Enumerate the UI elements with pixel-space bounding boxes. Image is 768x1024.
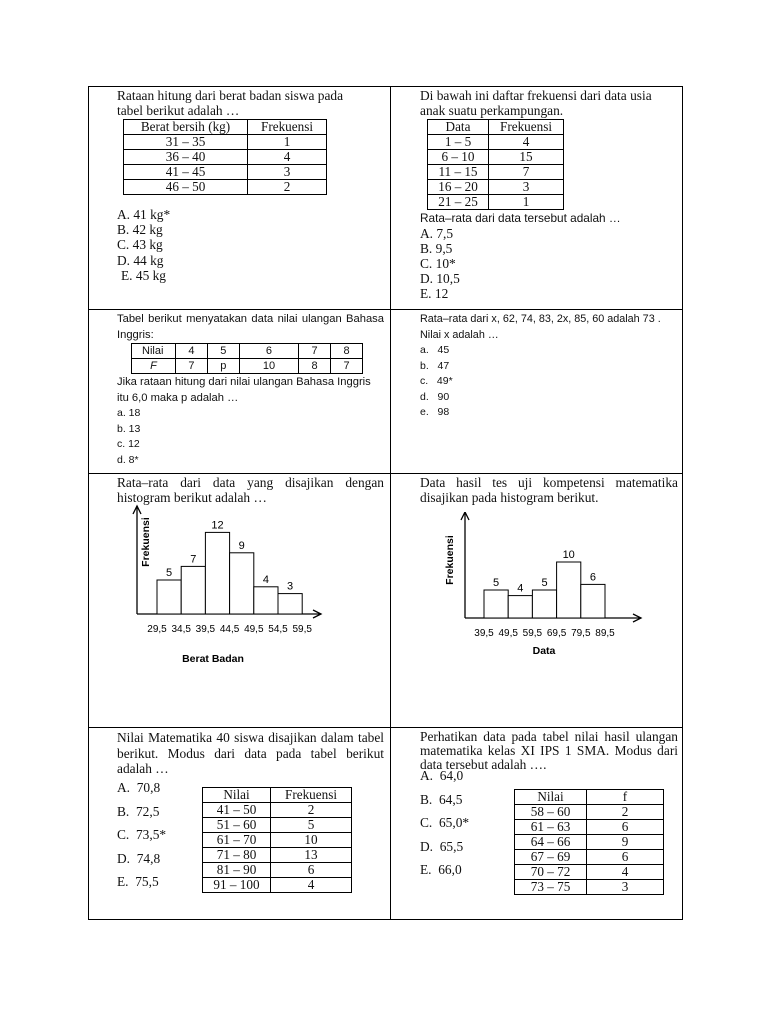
bar-value-label: 4 <box>262 573 269 586</box>
q3-cell: 7 <box>299 344 331 359</box>
bar-value-label: 3 <box>287 580 294 593</box>
q8-header: Nilai <box>515 790 587 805</box>
q4-option[interactable]: b. 47 <box>420 359 450 372</box>
x-tick-label: 49,5 <box>244 624 264 635</box>
x-tick-label: 54,5 <box>268 624 288 635</box>
histogram-bar <box>581 584 605 618</box>
q7-cell: 71 – 80 <box>203 848 271 863</box>
x-tick-label: 49,5 <box>498 628 518 639</box>
q2-cell: 6 – 10 <box>428 150 489 165</box>
q8-options <box>420 764 469 882</box>
q8-option[interactable]: E. 66,0 <box>420 862 462 877</box>
x-tick-label: 34,5 <box>171 624 191 635</box>
q3-cell: 6 <box>239 344 298 359</box>
histogram-bar <box>254 587 278 614</box>
q8-cell: 73 – 75 <box>515 880 587 895</box>
q1-cell: 36 – 40 <box>124 150 248 165</box>
q1-option[interactable]: A. 41 kg* <box>117 207 171 222</box>
q2-option[interactable]: E. 12 <box>420 286 449 302</box>
question-2 <box>391 87 682 310</box>
q4-option[interactable]: e. 98 <box>420 406 450 418</box>
q1-cell: 31 – 35 <box>124 135 248 150</box>
q2-table <box>427 119 564 210</box>
q7-cell: 10 <box>271 833 352 848</box>
x-tick-label: 39,5 <box>195 624 216 635</box>
q7-header: Frekuensi <box>271 788 352 803</box>
q8-cell: 6 <box>587 850 664 865</box>
q8-cell: 70 – 72 <box>515 865 587 880</box>
q1-cell: 1 <box>248 135 327 150</box>
q3-question: Jika rataan hitung dari nilai ulangan Bahasa Inggris itu 6,0 maka p adalah … <box>117 376 371 404</box>
q2-question: Rata–rata dari data tersebut adalah … <box>420 211 621 225</box>
histogram-bar <box>157 580 181 614</box>
q7-cell: 5 <box>271 818 352 833</box>
question-1 <box>89 87 391 310</box>
bar-value-label: 5 <box>541 577 548 589</box>
histogram-bar <box>508 596 532 618</box>
q7-option[interactable]: E. 75,5 <box>117 874 159 889</box>
q3-option[interactable]: a. 18 <box>117 407 141 419</box>
q8-header: f <box>587 790 664 805</box>
q1-text: Rataan hitung dari berat badan siswa pada tabel berikut adalah … <box>117 88 344 118</box>
q2-option[interactable]: D. 10,5 <box>420 271 460 287</box>
q7-option[interactable]: B. 72,5 <box>117 803 160 819</box>
q8-cell: 64 – 66 <box>515 835 587 850</box>
q7-text: Nilai Matematika 40 siswa disajikan dalam tabel berikut. Modus dari data pada tabel berikut adalah … <box>117 730 384 777</box>
q8-option[interactable]: A. 64,0 <box>420 768 464 783</box>
bar-value-label: 12 <box>211 519 224 532</box>
x-axis-label: Data <box>532 645 556 657</box>
histogram-bar <box>230 553 254 614</box>
q3-option[interactable]: d. 8* <box>117 453 139 466</box>
q2-cell: 1 <box>489 195 564 210</box>
q8-cell: 58 – 60 <box>515 805 587 820</box>
q2-option[interactable]: B. 9,5 <box>420 240 453 256</box>
q8-text: Perhatikan data pada tabel nilai hasil ulangan matematika kelas XI IPS 1 SMA. Modus dari data tersebut adalah …. <box>420 729 678 772</box>
q3-cell: 8 <box>331 344 363 359</box>
histogram-data <box>391 512 682 662</box>
q2-cell: 4 <box>489 135 564 150</box>
histogram-bar <box>205 532 229 614</box>
q7-cell: 2 <box>271 803 352 818</box>
x-axis-label: Berat Badan <box>182 653 244 665</box>
q2-option[interactable]: A. 7,5 <box>420 225 454 241</box>
q4-option[interactable]: d. 90 <box>420 390 450 403</box>
x-tick-label: 59,5 <box>522 628 543 639</box>
q8-cell: 3 <box>587 880 664 895</box>
q2-cell: 1 – 5 <box>428 135 489 150</box>
q8-cell: 61 – 63 <box>515 820 587 835</box>
q1-cell: 41 – 45 <box>124 165 248 180</box>
q8-table <box>514 789 664 895</box>
q1-cell: 4 <box>248 150 327 165</box>
q1-cell: 2 <box>248 180 327 195</box>
question-6 <box>391 474 682 728</box>
q7-cell: 13 <box>271 848 352 863</box>
q1-option[interactable]: B. 42 kg <box>117 222 163 238</box>
q3-cell: 8 <box>299 359 331 374</box>
q7-cell: 6 <box>271 863 352 878</box>
q3-text: Tabel berikut menyatakan data nilai ulangan Bahasa Inggris: <box>117 313 384 341</box>
q2-text: Di bawah ini daftar frekuensi dari data usia anak suatu perkampungan. <box>420 88 652 118</box>
q1-cell: 3 <box>248 165 327 180</box>
q8-option[interactable]: C. 65,0* <box>420 815 470 830</box>
q4-option[interactable]: c. 49* <box>420 375 453 387</box>
q3-cell: F <box>132 359 176 374</box>
q2-cell: 11 – 15 <box>428 165 489 180</box>
y-axis-label: Frekuensi <box>140 517 152 567</box>
histogram-bar <box>532 590 556 618</box>
bar-value-label: 5 <box>166 567 173 579</box>
q3-cell: 7 <box>176 359 208 374</box>
q2-cell: 15 <box>489 150 564 165</box>
q3-cell: 10 <box>239 359 298 374</box>
bar-value-label: 4 <box>517 582 524 595</box>
q8-cell: 6 <box>587 820 664 835</box>
question-8 <box>391 728 682 919</box>
q1-cell: 46 – 50 <box>124 180 248 195</box>
q8-option[interactable]: B. 64,5 <box>420 791 463 807</box>
q3-cell: 5 <box>207 344 239 359</box>
q7-cell: 61 – 70 <box>203 833 271 848</box>
x-tick-label: 69,5 <box>546 628 567 639</box>
q7-options <box>117 776 166 894</box>
q6-text: Data hasil tes uji kompetensi matematika disajikan pada histogram berikut. <box>420 475 678 505</box>
q4-text: Rata–rata dari x, 62, 74, 83, 2x, 85, 60 adalah 73 . Nilai x adalah … <box>420 313 661 341</box>
bar-value-label: 9 <box>238 539 245 552</box>
bar-value-label: 5 <box>493 577 500 589</box>
q2-option[interactable]: C. 10* <box>420 255 456 271</box>
q7-cell: 51 – 60 <box>203 818 271 833</box>
q3-option[interactable]: b. 13 <box>117 422 141 435</box>
histogram-bar <box>278 594 302 614</box>
q8-cell: 9 <box>587 835 664 850</box>
x-tick-label: 44,5 <box>219 624 240 635</box>
x-tick-label: 29,5 <box>147 624 167 635</box>
bar-value-label: 10 <box>562 549 575 561</box>
q7-cell: 81 – 90 <box>203 863 271 878</box>
q1-option[interactable]: E. 45 kg <box>121 267 167 283</box>
q7-cell: 41 – 50 <box>203 803 271 818</box>
q2-cell: 7 <box>489 165 564 180</box>
q1-option[interactable]: D. 44 kg <box>117 252 164 268</box>
question-3 <box>89 310 391 474</box>
q3-table <box>131 343 363 374</box>
histogram-berat-badan <box>89 502 391 672</box>
q8-cell: 67 – 69 <box>515 850 587 865</box>
x-tick-label: 79,5 <box>571 628 591 639</box>
x-tick-label: 59,5 <box>292 624 312 635</box>
histogram-bar <box>557 562 581 618</box>
q5-text-content: Rata–rata dari data yang disajikan dengan histogram berikut adalah … <box>117 475 384 505</box>
q7-option[interactable]: C. 73,5* <box>117 827 167 842</box>
question-7 <box>89 728 391 919</box>
q8-cell: 4 <box>587 865 664 880</box>
q7-cell: 91 – 100 <box>203 878 271 893</box>
histogram-bar <box>484 590 508 618</box>
q3-cell: Nilai <box>132 344 176 359</box>
q8-cell: 2 <box>587 805 664 820</box>
q7-table <box>202 787 352 893</box>
x-tick-label: 89,5 <box>595 628 615 639</box>
q3-cell: p <box>207 359 239 374</box>
q2-cell: 3 <box>489 180 564 195</box>
question-5 <box>89 474 391 728</box>
q3-cell: 4 <box>176 344 208 359</box>
q2-cell: 21 – 25 <box>428 195 489 210</box>
x-tick-label: 39,5 <box>474 628 494 639</box>
q7-option[interactable]: D. 74,8 <box>117 850 161 866</box>
histogram-bar <box>181 566 205 614</box>
q2-cell: 16 – 20 <box>428 180 489 195</box>
q1-header: Frekuensi <box>248 120 327 135</box>
bar-value-label: 7 <box>190 553 197 566</box>
q1-header: Berat bersih (kg) <box>124 120 248 135</box>
q5-text <box>117 476 384 505</box>
question-4 <box>391 310 682 474</box>
q7-cell: 4 <box>271 878 352 893</box>
q1-option[interactable]: C. 43 kg <box>117 237 163 253</box>
q7-option[interactable]: A. 70,8 <box>117 780 161 795</box>
y-axis-label: Frekuensi <box>444 535 456 585</box>
q4-option[interactable]: a. 45 <box>420 344 450 356</box>
q7-header: Nilai <box>203 788 271 803</box>
q3-option[interactable]: c. 12 <box>117 438 140 450</box>
q1-table <box>123 119 327 195</box>
q3-cell: 7 <box>331 359 363 374</box>
q2-header: Frekuensi <box>489 120 564 135</box>
bar-value-label: 6 <box>589 571 596 584</box>
q8-option[interactable]: D. 65,5 <box>420 838 464 854</box>
q2-header: Data <box>428 120 489 135</box>
question-grid <box>88 86 683 920</box>
